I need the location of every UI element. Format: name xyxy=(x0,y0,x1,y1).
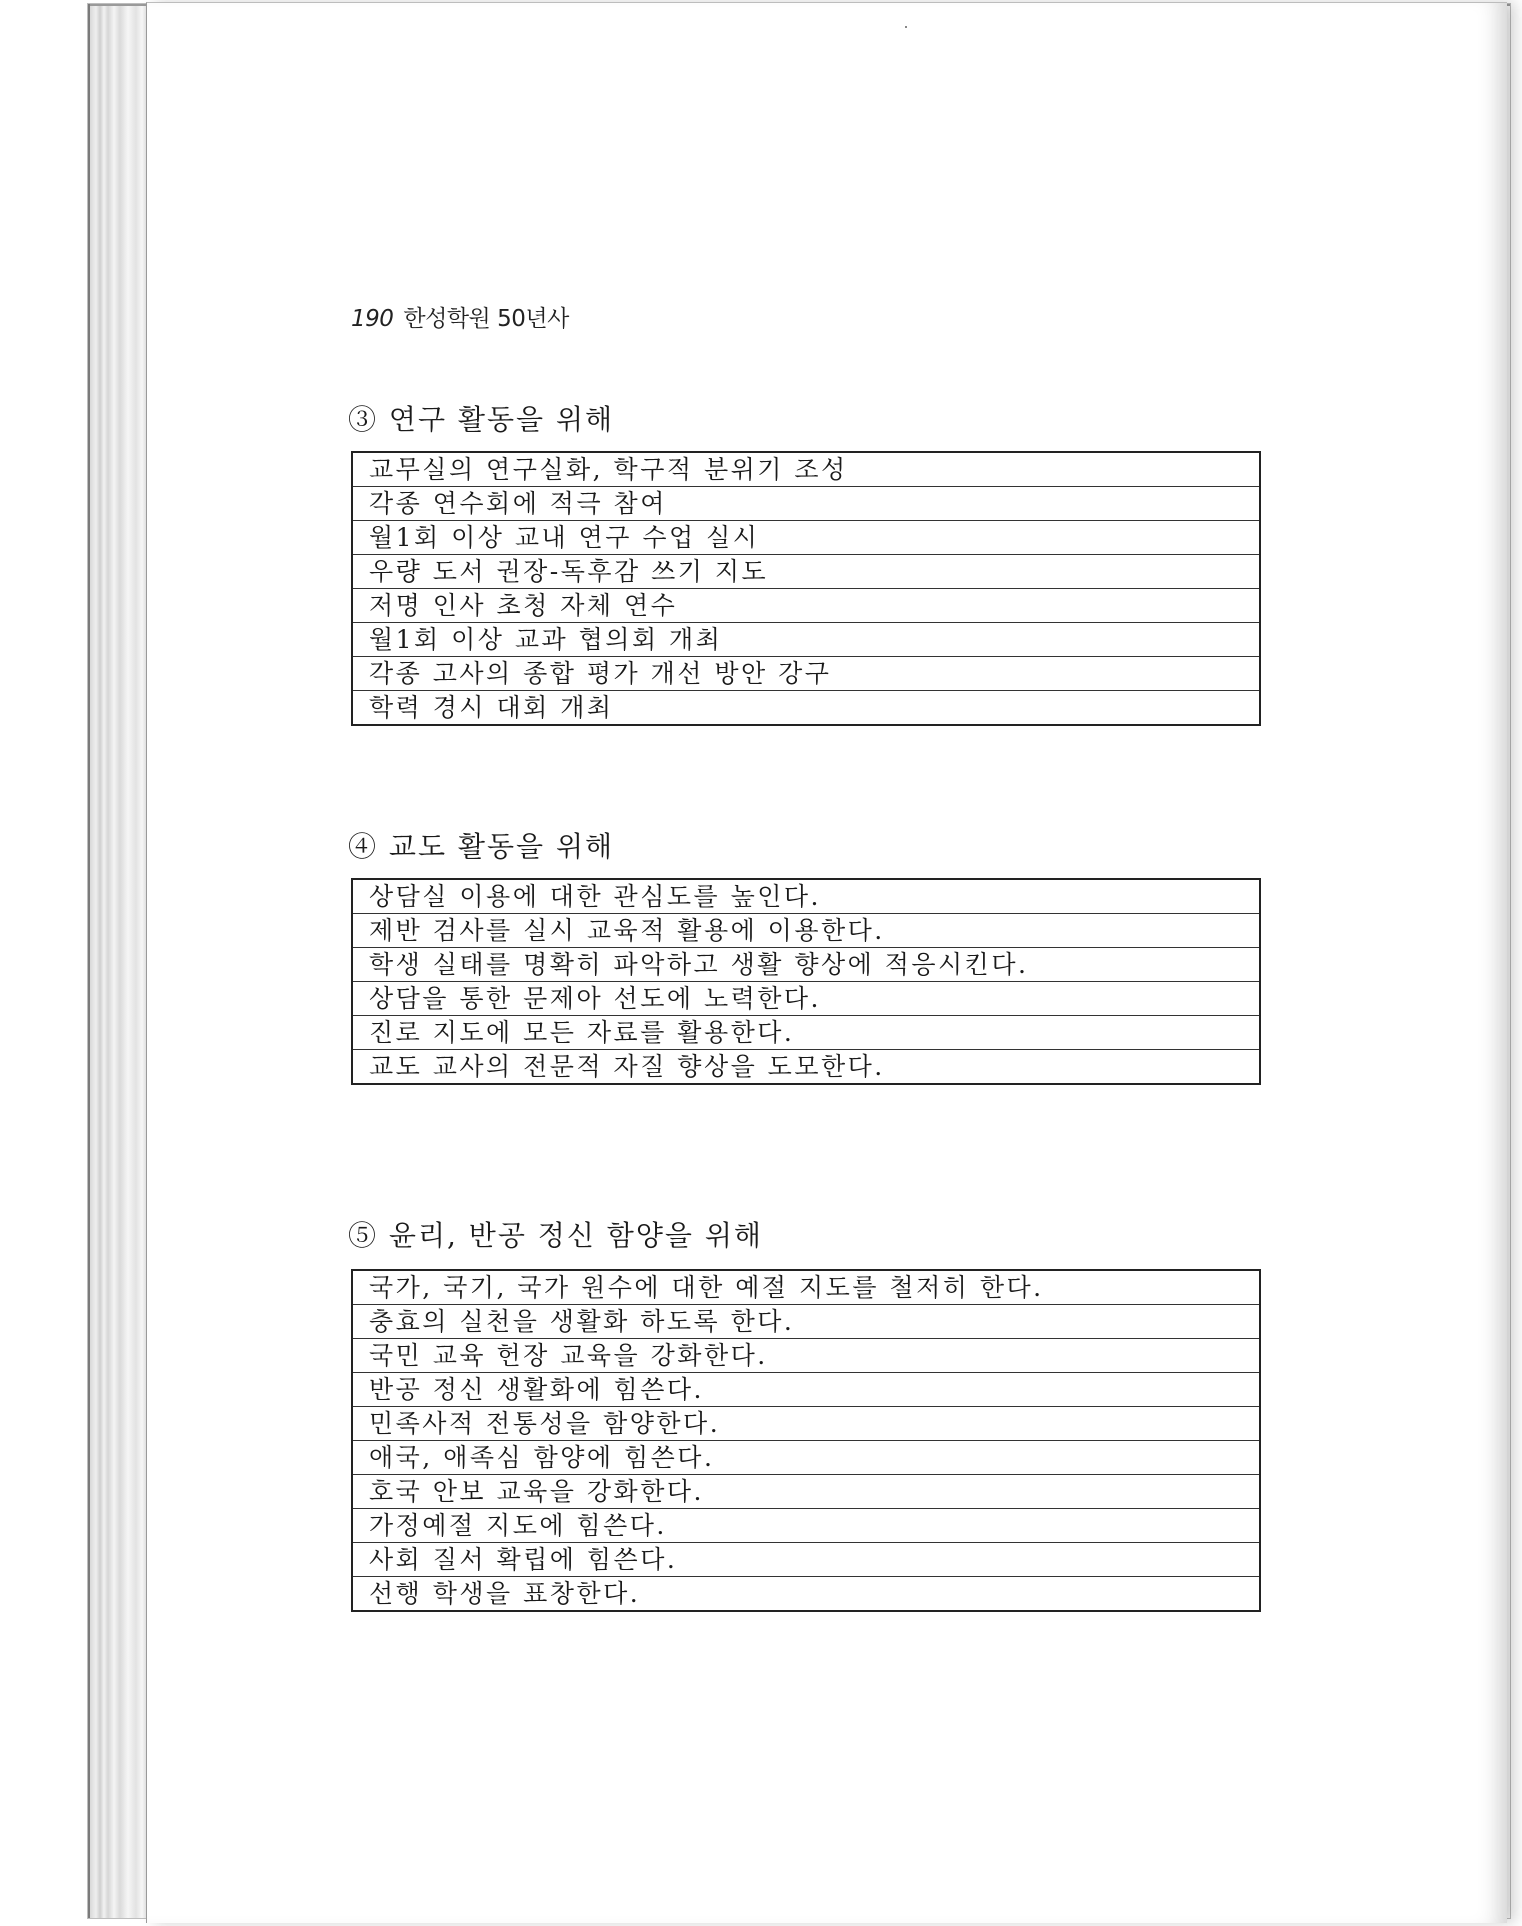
section-title-ethics: ⑤ 윤리, 반공 정신 함양을 위해 xyxy=(348,1219,763,1252)
table-cell: 교무실의 연구실화, 학구적 분위기 조성 xyxy=(352,452,1260,487)
table-cell: 진로 지도에 모든 자료를 활용한다. xyxy=(352,1016,1260,1050)
table-cell: 애국, 애족심 함양에 힘쓴다. xyxy=(352,1441,1260,1475)
table-cell: 사회 질서 확립에 힘쓴다. xyxy=(352,1543,1260,1577)
section-title-research: ③ 연구 활동을 위해 xyxy=(348,403,615,436)
table-row xyxy=(352,1475,1260,1509)
table-cell: 저명 인사 초청 자체 연수 xyxy=(352,589,1260,623)
ethics-activities-table xyxy=(351,1269,1261,1612)
table-row xyxy=(352,982,1260,1016)
table-cell: 월1회 이상 교내 연구 수업 실시 xyxy=(352,521,1260,555)
table-row xyxy=(352,879,1260,914)
page-number: 190 xyxy=(351,306,394,332)
table-cell: 호국 안보 교육을 강화한다. xyxy=(352,1475,1260,1509)
table-cell: 선행 학생을 표창한다. xyxy=(369,1579,641,1608)
table-cell: 국민 교육 헌장 교육을 강화한다. xyxy=(352,1339,1260,1373)
section-title-guidance: ④ 교도 활동을 위해 xyxy=(348,830,615,863)
table-row xyxy=(352,452,1260,487)
table-row xyxy=(352,1339,1260,1373)
table-row xyxy=(352,691,1260,726)
table-row xyxy=(352,555,1260,589)
table-row xyxy=(352,948,1260,982)
table-row xyxy=(352,623,1260,657)
table-row xyxy=(352,1509,1260,1543)
table-cell: 상담실 이용에 대한 관심도를 높인다. xyxy=(352,879,1260,914)
table-cell: 가정예절 지도에 힘쓴다. xyxy=(352,1509,1260,1543)
table-row xyxy=(352,1577,1260,1612)
book-title: 한성학원 50년사 xyxy=(403,306,569,332)
table-row xyxy=(352,1407,1260,1441)
table-row xyxy=(352,914,1260,948)
scan-speck xyxy=(905,26,907,28)
table-row xyxy=(352,487,1260,521)
table-row xyxy=(352,1305,1260,1339)
table-cell: 교도 교사의 전문적 자질 향상을 도모한다. xyxy=(369,1052,885,1081)
research-activities-table xyxy=(351,451,1261,726)
table-row xyxy=(352,1441,1260,1475)
table-cell: 국가, 국기, 국가 원수에 대한 예절 지도를 철저히 한다. xyxy=(352,1270,1260,1305)
table-cell: 우량 도서 권장-독후감 쓰기 지도 xyxy=(352,555,1260,589)
table-row xyxy=(352,1373,1260,1407)
table-cell: 학력 경시 대회 개최 xyxy=(369,693,614,722)
table-row xyxy=(352,1543,1260,1577)
table-cell: 각종 연수회에 적극 참여 xyxy=(352,487,1260,521)
table-row xyxy=(352,1270,1260,1305)
table-cell: 반공 정신 생활화에 힘쓴다. xyxy=(352,1373,1260,1407)
table-cell: 충효의 실천을 생활화 하도록 한다. xyxy=(352,1305,1260,1339)
table-row xyxy=(352,521,1260,555)
table-row xyxy=(352,1016,1260,1050)
running-header xyxy=(351,300,569,333)
table-row xyxy=(352,1050,1260,1085)
guidance-activities-table xyxy=(351,878,1261,1085)
table-cell: 상담을 통한 문제아 선도에 노력한다. xyxy=(352,982,1260,1016)
table-row xyxy=(352,589,1260,623)
table-row xyxy=(352,657,1260,691)
table-cell: 제반 검사를 실시 교육적 활용에 이용한다. xyxy=(352,914,1260,948)
table-cell: 학생 실태를 명확히 파악하고 생활 향상에 적응시킨다. xyxy=(352,948,1260,982)
table-cell: 각종 고사의 종합 평가 개선 방안 강구 xyxy=(352,657,1260,691)
table-cell: 민족사적 전통성을 함양한다. xyxy=(352,1407,1260,1441)
table-cell: 월1회 이상 교과 협의회 개최 xyxy=(352,623,1260,657)
